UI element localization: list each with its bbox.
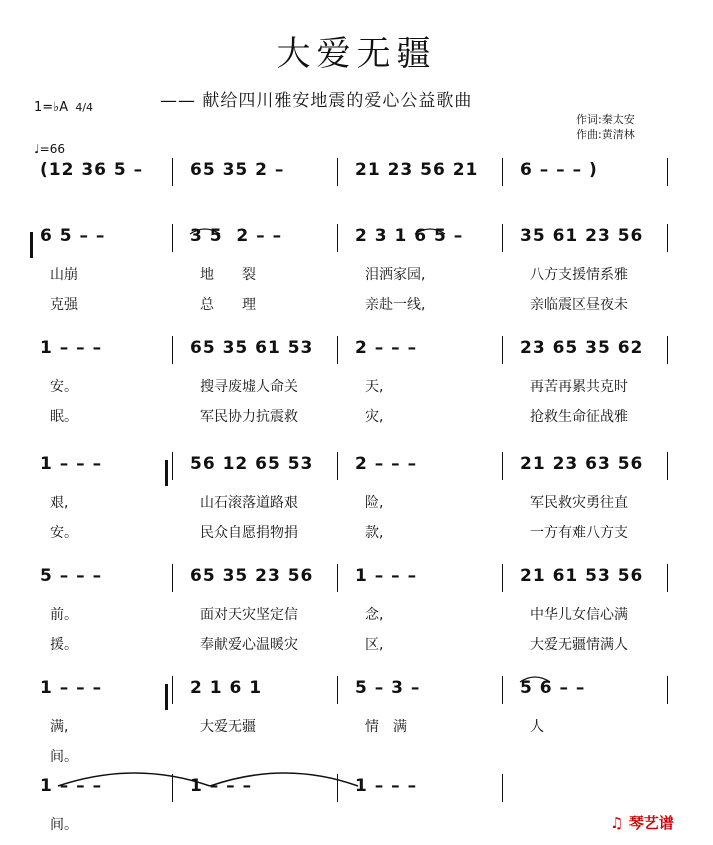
lyric-text: 安。: [50, 525, 78, 541]
lyric-text: 山崩: [50, 267, 78, 283]
measure-notes: 2 1 6 1: [190, 678, 263, 698]
lyric-text: 念,: [365, 607, 384, 623]
lyric-text: 面对天灾坚定信: [200, 607, 298, 623]
lyric-text: 险,: [365, 495, 384, 511]
slur-mark: [190, 229, 220, 234]
logo-text: 琴艺谱: [628, 814, 674, 832]
measure-notes: 65 35 2 –: [190, 160, 285, 180]
measure-notes: 2 3 1 6 5 –: [355, 226, 464, 246]
lyric-text: 情 满: [365, 719, 407, 735]
lyric-text: 总 理: [200, 297, 256, 313]
lyric-text: 山石滚落道路艰: [200, 495, 298, 511]
measure-notes: 21 61 53 56: [520, 566, 644, 586]
measure-notes: 1 – – –: [190, 776, 253, 796]
slur-mark: [415, 229, 445, 234]
time-signature: 4/4: [75, 101, 94, 114]
measure-notes: 6 – – – ): [520, 160, 598, 180]
measure-notes: 65 35 23 56: [190, 566, 314, 586]
measure-notes: 1 – – –: [40, 776, 103, 796]
lyric-text: 民众自愿捐物捐: [200, 525, 298, 541]
measure-notes: 2 – – –: [355, 454, 418, 474]
lyric-text: 泪洒家园,: [365, 267, 426, 283]
lyric-text: 援。: [50, 637, 78, 653]
measure-notes: 56 12 65 53: [190, 454, 314, 474]
lyric-text: 大爱无疆: [200, 719, 256, 735]
lyric-text: 灾,: [365, 409, 384, 425]
measure-notes: 65 35 61 53: [190, 338, 314, 358]
lyric-text: 亲临震区昼夜未: [530, 297, 628, 313]
lyric-text: 亲赴一线,: [365, 297, 426, 313]
lyric-text: 军民协力抗震救: [200, 409, 298, 425]
lyric-text: 八方支援情系雅: [530, 267, 628, 283]
lyric-text: 天,: [365, 379, 384, 395]
measure-notes: 2 – – –: [355, 338, 418, 358]
lyric-text: 再苦再累共克时: [530, 379, 628, 395]
composer: 作曲:黄清林: [576, 128, 635, 141]
lyric-text: 奉献爱心温暖灾: [200, 637, 298, 653]
lyric-text: 眠。: [50, 409, 78, 425]
lyric-text: 一方有难八方支: [530, 525, 628, 541]
logo-icon: ♫: [610, 814, 624, 832]
song-subtitle: —— 献给四川雅安地震的爱心公益歌曲: [160, 91, 473, 111]
slur-mark: [520, 677, 550, 682]
tempo-marking: ♩=66: [34, 142, 65, 156]
key-label: 1=♭A: [34, 100, 69, 115]
lyric-text: 款,: [365, 525, 384, 541]
lyric-text: 中华儿女信心满: [530, 607, 628, 623]
measure-notes: 5 – – –: [40, 566, 103, 586]
measure-notes: 3 5 2 – –: [190, 226, 283, 246]
lyric-text: 地 裂: [200, 267, 256, 283]
tie-mark: [58, 773, 210, 786]
lyric-text: 军民救灾勇往直: [530, 495, 628, 511]
lyric-text: 艰,: [50, 495, 69, 511]
measure-notes: 1 – – –: [40, 678, 103, 698]
measure-notes: (12 36 5 –: [40, 160, 144, 180]
lyric-text: 间。: [50, 749, 78, 765]
measure-notes: 1 – – –: [355, 566, 418, 586]
measure-notes: 23 65 35 62: [520, 338, 644, 358]
lyric-text: 前。: [50, 607, 78, 623]
lyricist: 作词:秦太安: [576, 113, 635, 126]
song-title: 大爱无疆: [276, 34, 437, 74]
lyric-text: 安。: [50, 379, 78, 395]
measure-notes: 5 6 – –: [520, 678, 586, 698]
measure-notes: 35 61 23 56: [520, 226, 644, 246]
measure-notes: 5 – 3 –: [355, 678, 421, 698]
tie-mark: [210, 773, 358, 786]
lyric-text: 搜寻废墟人命关: [200, 379, 298, 395]
lyric-text: 区,: [365, 637, 384, 653]
measure-notes: 21 23 63 56: [520, 454, 644, 474]
measure-notes: 6 5 – –: [40, 226, 106, 246]
lyric-text: 人: [530, 719, 544, 735]
lyric-text: 满,: [50, 719, 69, 735]
lyric-text: 克强: [50, 297, 78, 313]
measure-notes: 21 23 56 21: [355, 160, 479, 180]
lyric-text: 大爱无疆情满人: [530, 637, 628, 653]
lyric-text: 间。: [50, 817, 78, 833]
measure-notes: 1 – – –: [40, 338, 103, 358]
measure-notes: 1 – – –: [40, 454, 103, 474]
measure-notes: 1 – – –: [355, 776, 418, 796]
lyric-text: 抢救生命征战雅: [530, 409, 628, 425]
